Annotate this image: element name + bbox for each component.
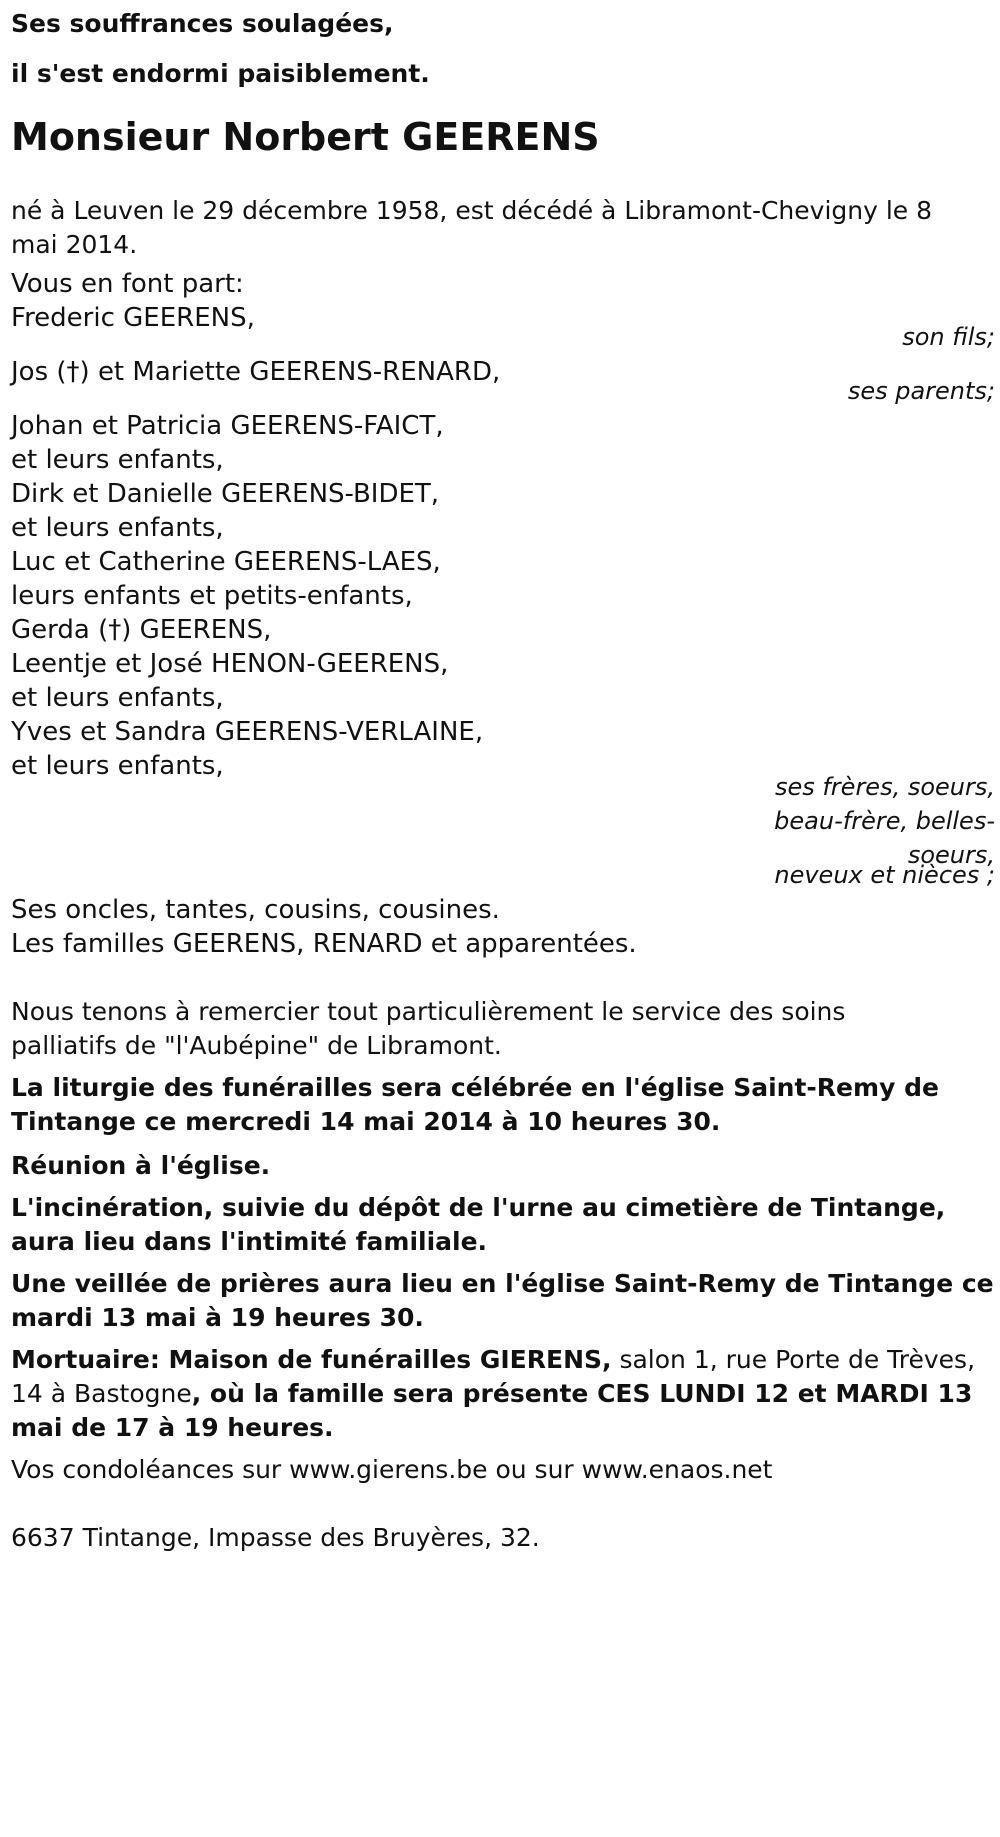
mortuary-address-2: 14 à Bastogne <box>11 1379 192 1408</box>
extended-family-line: Ses oncles, tantes, cousins, cousines. <box>11 895 500 925</box>
siblings-role-line: soeurs, <box>907 841 995 869</box>
sibling-line: et leurs enfants, <box>11 751 224 781</box>
sibling-line: Yves et Sandra GEERENS-VERLAINE, <box>11 717 484 747</box>
thanks-line: palliatifs de "l'Aubépine" de Libramont. <box>11 1031 502 1060</box>
siblings-role-line: neveux et nièces ; <box>774 861 995 889</box>
intro-line-2: il s'est endormi paisiblement. <box>11 59 430 88</box>
siblings-role-line: ses frères, soeurs, <box>774 773 995 801</box>
family-son-role: son fils; <box>902 323 995 351</box>
deceased-name: Monsieur Norbert GEERENS <box>11 115 600 159</box>
sibling-line: Dirk et Danielle GEERENS-BIDET, <box>11 479 440 509</box>
extended-family-line: Les familles GEERENS, RENARD et apparentées. <box>11 929 637 959</box>
birth-line-2: mai 2014. <box>11 230 138 259</box>
vigil-line: Une veillée de prières aura lieu en l'église Saint-Remy de Tintange ce <box>11 1269 994 1298</box>
family-parents: Jos (†) et Mariette GEERENS-RENARD, <box>11 357 501 387</box>
sibling-line: Johan et Patricia GEERENS-FAICT, <box>11 411 444 441</box>
sibling-line: Gerda (†) GEERENS, <box>11 615 272 645</box>
sibling-line: et leurs enfants, <box>11 513 224 543</box>
mortuary-address-1: salon 1, rue Porte de Trèves, <box>611 1345 976 1374</box>
sibling-line: et leurs enfants, <box>11 683 224 713</box>
birth-line-1: né à Leuven le 29 décembre 1958, est décédé à Libramont-Chevigny le 8 <box>11 196 933 225</box>
thanks-line: Nous tenons à remercier tout particulièrement le service des soins <box>11 997 846 1026</box>
home-address: 6637 Tintange, Impasse des Bruyères, 32. <box>11 1523 540 1552</box>
sibling-line: Leentje et José HENON-GEERENS, <box>11 649 449 679</box>
vigil-line: mardi 13 mai à 19 heures 30. <box>11 1303 424 1332</box>
sibling-line: Luc et Catherine GEERENS-LAES, <box>11 547 441 577</box>
condolences-line: Vos condoléances sur www.gierens.be ou sur www.enaos.net <box>11 1455 773 1484</box>
mortuary-label: Mortuaire: Maison de funérailles GIERENS, <box>11 1345 612 1374</box>
intro-line-1: Ses souffrances soulagées, <box>11 9 394 38</box>
family-son: Frederic GEERENS, <box>11 303 255 333</box>
liturgy-line: La liturgie des funérailles sera célébrée en l'église Saint-Remy de <box>11 1073 939 1102</box>
mortuary-presence-1: , où la famille sera présente CES LUNDI 12 et MARDI 13 <box>191 1379 973 1408</box>
announce-label: Vous en font part: <box>11 269 244 299</box>
cremation-line: L'incinération, suivie du dépôt de l'urne au cimetière de Tintange, <box>11 1193 946 1222</box>
mortuary-presence-2: mai de 17 à 19 heures. <box>11 1413 334 1442</box>
sibling-line: leurs enfants et petits-enfants, <box>11 581 413 611</box>
liturgy-line: Tintange ce mercredi 14 mai 2014 à 10 heures 30. <box>11 1107 721 1136</box>
meeting-line: Réunion à l'église. <box>11 1151 271 1180</box>
siblings-role-line: beau-frère, belles- <box>774 807 995 835</box>
cremation-line: aura lieu dans l'intimité familiale. <box>11 1227 488 1256</box>
family-parents-role: ses parents; <box>847 377 995 405</box>
sibling-line: et leurs enfants, <box>11 445 224 475</box>
